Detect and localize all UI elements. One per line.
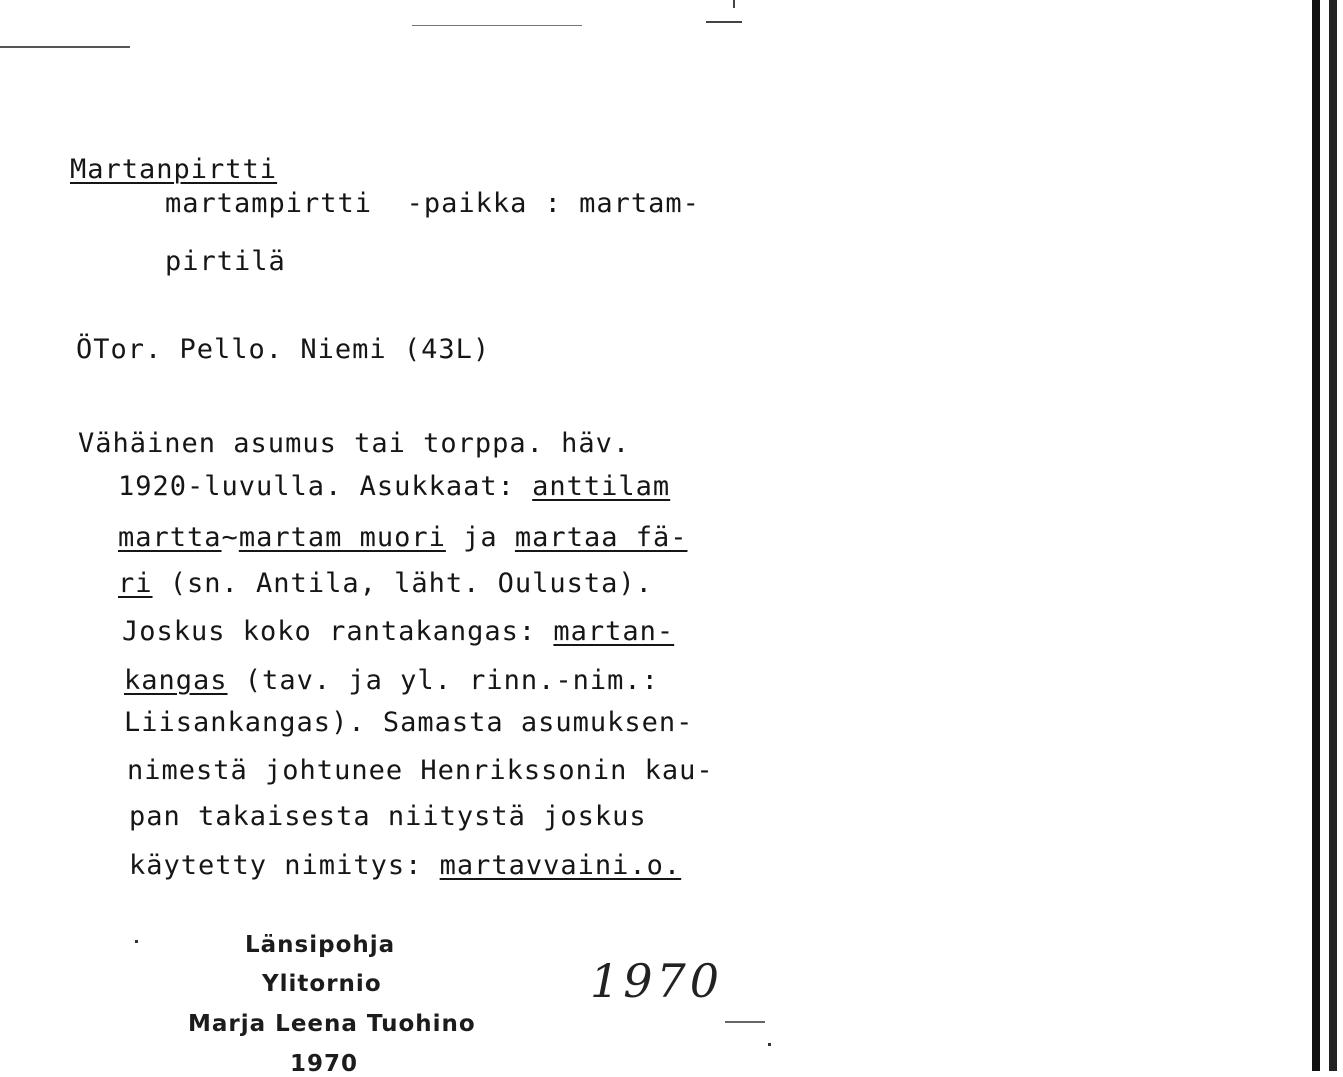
name-form: kangas — [124, 665, 228, 696]
stamp-year: 1970 — [290, 1051, 359, 1077]
scan-mark — [768, 1043, 771, 1046]
body-line — [129, 852, 681, 879]
body-line: pan takaisesta niitystä joskus — [129, 801, 647, 832]
name-form: martaa fä- — [514, 522, 688, 553]
body-line — [118, 473, 670, 500]
stamp-collector: Marja Leena Tuohino — [188, 1011, 476, 1037]
body-line: Liisankangas). Samasta asumuksen- — [124, 707, 694, 738]
variants-line: martampirtti -paikka : martam- — [165, 188, 700, 219]
variants-line: pirtilä — [165, 246, 286, 277]
body-line — [118, 524, 687, 551]
name-form: martavvaini.o. — [439, 850, 682, 881]
body-line — [122, 618, 674, 645]
scan-mark — [733, 0, 735, 8]
body-line — [124, 667, 659, 694]
body-text: 1920-luvulla. Asukkaat: — [118, 471, 533, 502]
body-text: (tav. ja yl. rinn.-nim.: — [227, 665, 659, 696]
stamp-parish: Ylitornio — [262, 971, 382, 997]
scan-mark — [0, 46, 130, 48]
body-line: nimestä johtunee Henrikssonin kau- — [127, 755, 714, 786]
name-form: martam muori — [238, 522, 446, 553]
body-text: ja — [445, 522, 515, 553]
body-line — [118, 570, 653, 597]
scan-mark — [135, 940, 138, 943]
card-edge-shadow — [1329, 0, 1337, 1071]
card-edge — [1312, 0, 1320, 1071]
name-form: ri — [118, 568, 153, 599]
body-text: Joskus koko rantakangas: — [122, 616, 554, 647]
body-line: Vähäinen asumus tai torppa. häv. — [78, 428, 631, 459]
handwritten-year: 1970 — [590, 954, 724, 1008]
scan-mark — [412, 25, 582, 26]
name-form: martan- — [553, 616, 675, 647]
stamp-region: Länsipohja — [245, 932, 396, 958]
tilde-sign: ~ — [221, 522, 239, 553]
entry-heading: Martanpirtti — [70, 154, 278, 185]
scan-mark — [725, 1021, 765, 1023]
body-text: (sn. Antila, läht. Oulusta). — [152, 568, 653, 599]
name-form: martta — [118, 522, 222, 553]
name-form: anttilam — [532, 471, 671, 502]
scan-mark — [706, 21, 742, 23]
location-line: ÖTor. Pello. Niemi (43L) — [76, 334, 491, 365]
body-text: käytetty nimitys: — [129, 850, 440, 881]
